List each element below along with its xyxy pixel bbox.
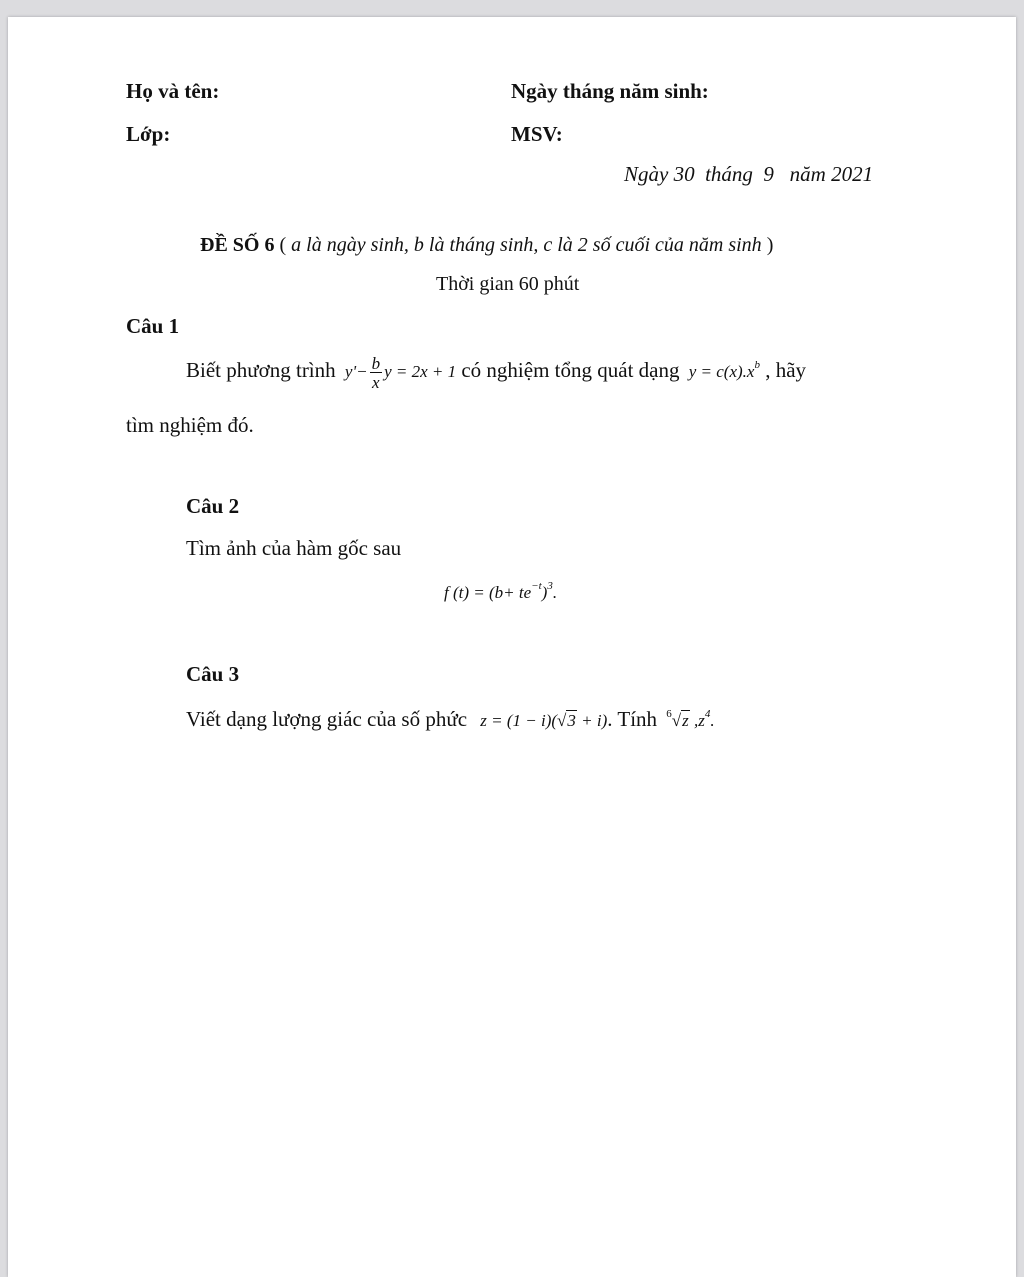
q3-text: Viết dạng lượng giác của số phức z = (1 − i)(√3 + i). Tính $^6$√z $,z^4$. bbox=[186, 707, 715, 731]
q1-equation: y'− $\frac{b}{x}$ y = 2x + 1 bbox=[344, 354, 457, 392]
q3-heading: Câu 3 bbox=[186, 662, 240, 686]
q1-text: Biết phương trình y'− $\frac{b}{x}$ y = 2x + 1 có nghiệm tổng quát dạng $y = c(x).x^b$ , hãy bbox=[186, 354, 807, 392]
q1-heading: Câu 1 bbox=[126, 314, 180, 338]
exam-note: a là ngày sinh, b là tháng sinh, c là 2 số cuối của năm sinh bbox=[291, 234, 762, 256]
q3-complex-number: z = (1 − i)(√3 + i) bbox=[480, 711, 608, 730]
q1-solution-form: $y = c(x).x^b$ bbox=[688, 358, 760, 381]
exam-number: ĐỀ SỐ 6 bbox=[200, 234, 275, 256]
q2-text: Tìm ảnh của hàm gốc sau bbox=[186, 536, 402, 560]
exam-page bbox=[8, 17, 1016, 1277]
exam-date: Ngày 30 tháng 9 năm 2021 bbox=[624, 162, 874, 186]
q2-formula: f $(t) = (b+ te^{-t})^3$. bbox=[444, 580, 558, 602]
exam-title: ĐỀ SỐ 6 ( a là ngày sinh, b là tháng sinh, c là 2 số cuối của năm sinh ) bbox=[200, 234, 774, 256]
q2-heading: Câu 2 bbox=[186, 494, 240, 518]
q3-root-expression: $^6$√z $,z^4$. bbox=[666, 708, 715, 730]
q1-text-line2: tìm nghiệm đó. bbox=[126, 413, 254, 437]
q1-fraction: $\frac{b}{x}$ bbox=[371, 354, 381, 392]
name-label: Họ và tên: bbox=[126, 79, 220, 103]
exam-duration: Thời gian 60 phút bbox=[436, 273, 580, 295]
msv-label: MSV: bbox=[511, 122, 563, 146]
dob-label: Ngày tháng năm sinh: bbox=[511, 79, 709, 103]
class-label: Lớp: bbox=[126, 122, 171, 146]
